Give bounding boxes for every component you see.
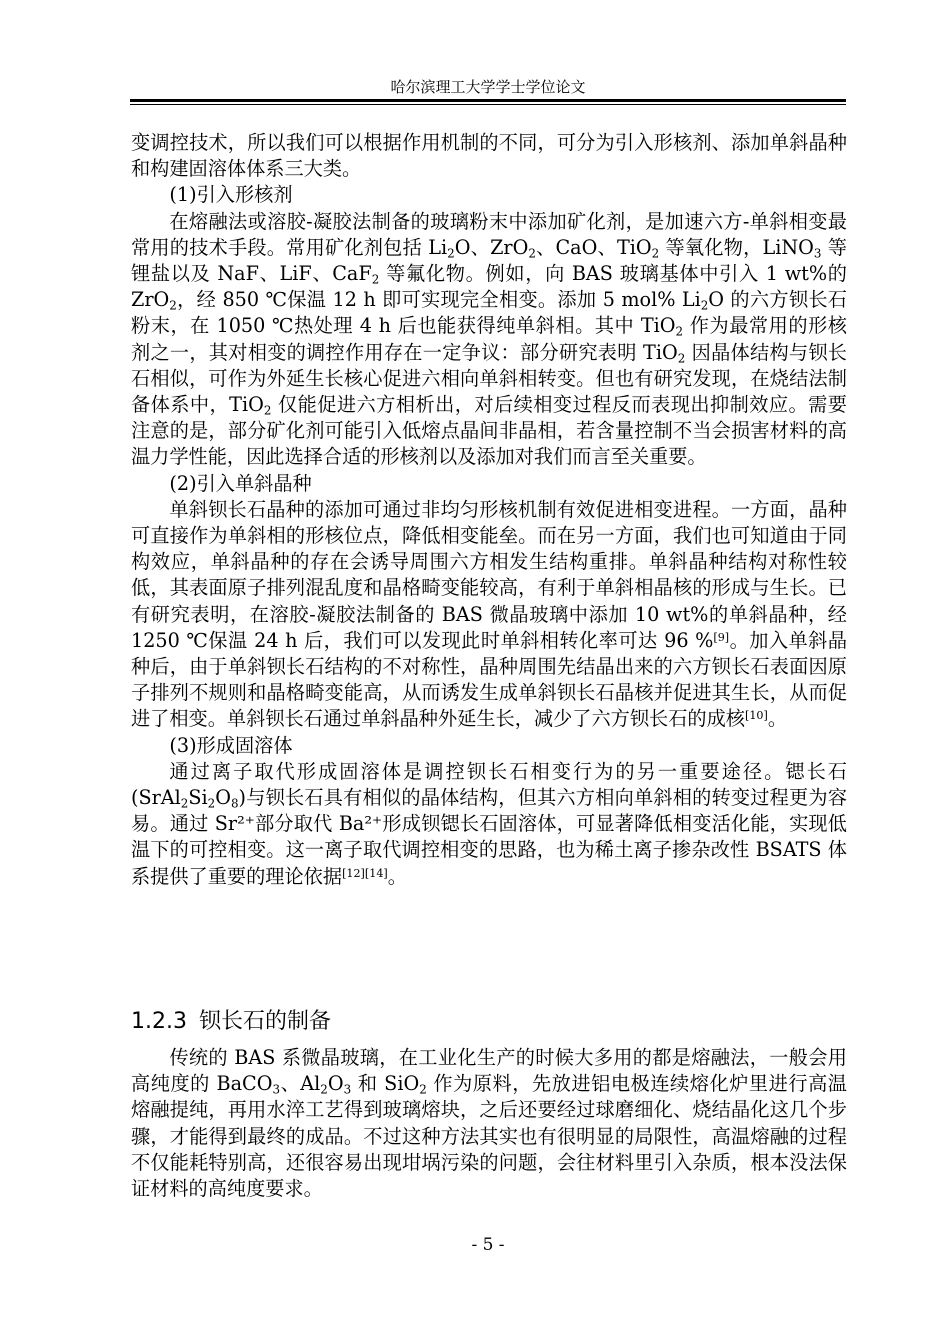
body-text-section [131,1045,847,1202]
citation: [10] [745,709,768,723]
paragraph-preparation: 传统的 BAS 系微晶玻璃，在工业化生产的时候大多用的都是熔融法，一般会用高纯度的 BaCO$_3$、$Al_2O_3$ 和 SiO$_2$ 作为原料，先放进铝电极连续熔化炉里进行高温熔融提纯，再用水淬工艺得到玻璃熔块，之后还要经过球磨细化、烧结晶化这几个步骤，才能得到最终的成品。不过这种方法其实也有很明显的局限性，高温熔融的过程不仅能耗特别高，还很容易出现坩埚污染的问题，会往材料里引入杂质，根本没法保证材料的高纯度要求。 [131,1046,847,1201]
subheading-nucleating-agent: (1)引入形核剂 [169,183,293,207]
subheading-solid-solution: (3)形成固溶体 [169,733,293,757]
paragraph-solid-solution: 通过离子取代形成固溶体是调控钡长石相变行为的另一重要途径。锶长石$(SrAl_2Si_2O_8)$与钡长石具有相似的晶体结构，但其六方相向单斜相的转变过程更为容易。通过 Sr²⁺部分取代 Ba²⁺形成钡锶长石固溶体，可显著降低相变活化能，实现低温下的可控相变。这一离子取代调控相变的思路，也为稀土离子掺杂改性 BSATS 体系提供了重要的理论依据[12][14]。 [131,759,847,888]
paragraph-continuation: 变调控技术，所以我们可以根据作用机制的不同，可分为引入形核剂、添加单斜晶种和构建固溶体体系三大类。 [131,131,847,181]
section-heading [131,1007,847,1037]
body-text [131,130,847,890]
paragraph-nucleating-agent: 在熔融法或溶胶-凝胶法制备的玻璃粉末中添加矿化剂，是加速六方-单斜相变最常用的技术手段。常用矿化剂包括 $Li_2O$、ZrO$_2$、CaO、TiO$_2$ 等氧化物，LiNO$_3$ 等锂盐以及 NaF、LiF、CaF$_2$ 等氟化物。例如，向 BAS 玻璃基体中引入 1 wt%的 ZrO$_2$，经 850 ℃保温 12 h 即可实现完全相变。添加 5 mol% $Li_2O$ 的六方钡长石粉末，在 1050 ℃热处理 4 h 后也能获得纯单斜相。其中 TiO$_2$ 作为最常用的形核剂之一，其对相变的调控作用存在一定争议：部分研究表明 TiO$_2$ 因晶体结构与钡长石相似，可作为外延生长核心促进六相向单斜相转变。但也有研究发现，在烧结法制备体系中，TiO$_2$ 仅能促进六方相析出，对后续相变过程反而表现出抑制效应。需要注意的是，部分矿化剂可能引入低熔点晶间非晶相，若含量控制不当会损害材料的高温力学性能，因此选择合适的形核剂以及添加对我们而言至关重要。 [131,209,847,469]
section-title: 钡长石的制备 [198,1009,331,1034]
header-rule-thick [130,99,846,102]
running-header: 哈尔滨理工大学学士学位论文 [390,78,586,96]
paragraph-monoclinic-seed: 单斜钡长石晶种的添加可通过非均匀形核机制有效促进相变进程。一方面，晶种可直接作为单斜相的形核位点，降低相变能垒。而在另一方面，我们也可知道由于同构效应，单斜晶种的存在会诱导周围六方相发生结构重排。单斜晶种结构对称性较低，其表面原子排列混乱度和晶格畸变能较高，有利于单斜相晶核的形成与生长。已有研究表明，在溶胶-凝胶法制备的 BAS 微晶玻璃中添加 10 wt%的单斜晶种，经 1250 ℃保温 24 h 后，我们可以发现此时单斜相转化率可达 96 %[9]。加入单斜晶种后，由于单斜钡长石结构的不对称性，晶种周围先结晶出来的六方钡长石表面因原子排列不规则和晶格畸变能高，从而诱发生成单斜钡长石晶核并促进其生长，从而促进了相变。单斜钡长石通过单斜晶种外延生长，减少了六方钡长石的成核[10]。 [131,497,848,731]
section-number: 1.2.3 [131,1009,187,1034]
page-number: - 5 - [471,1235,505,1255]
citation: [9] [713,630,730,644]
subheading-monoclinic-seed: (2)引入单斜晶种 [169,471,312,495]
citation: [12][14] [342,866,388,880]
header-rule-thin [130,104,846,105]
